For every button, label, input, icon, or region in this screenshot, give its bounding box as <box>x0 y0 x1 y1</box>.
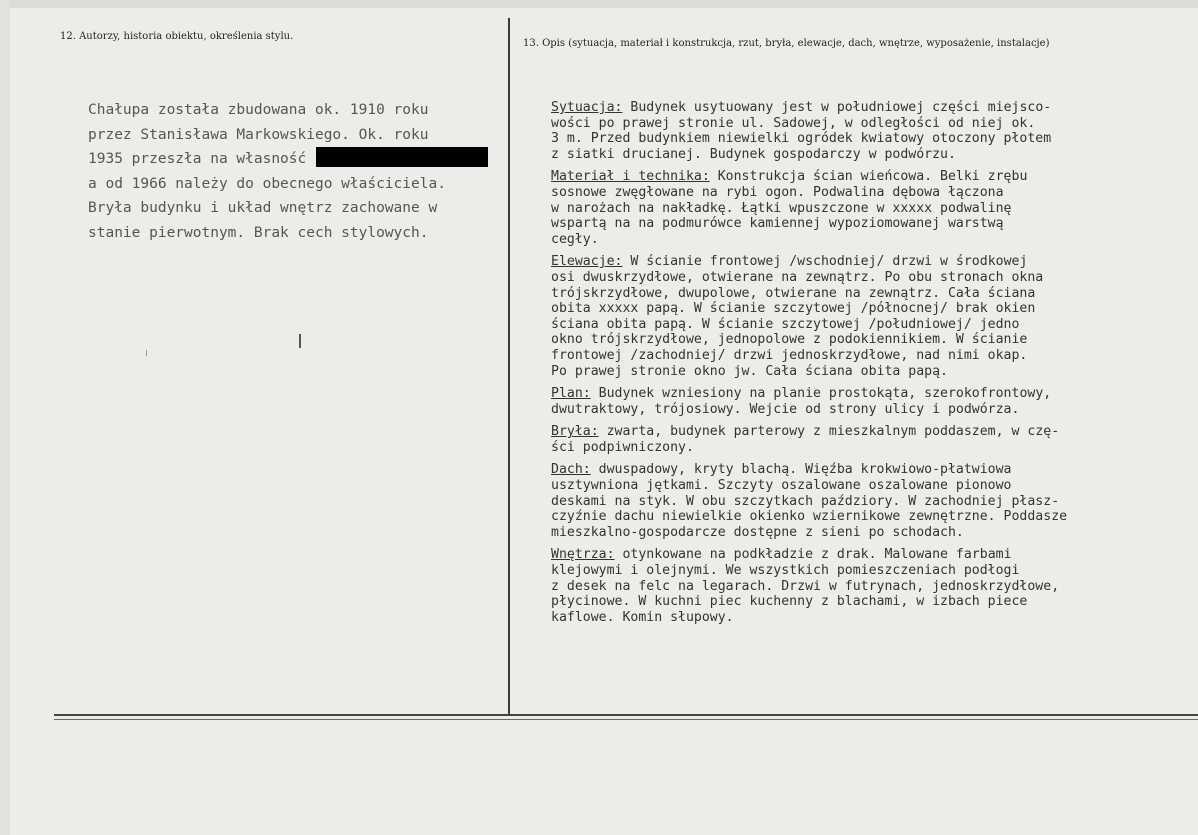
para-line: frontowej /zachodniej/ drzwi jednoskrzydłowe, nad nimi okap. <box>551 347 1028 363</box>
para-line: wości po prawej stronie ul. Sadowej, w odległości od niej ok. <box>551 115 1036 131</box>
para-line: ściana obita papą. W ścianie szczytowej /południowej/ jedno <box>551 316 1020 332</box>
para-label: Elewacje: <box>551 254 623 270</box>
column-divider <box>508 18 510 716</box>
para-line: obita xxxxx papą. W ścianie szczytowej /północnej/ brak okien <box>551 301 1036 317</box>
para-label: Plan: <box>551 386 591 402</box>
para-line: 3 m. Przed budynkiem niewielki ogródek kwiatowy otoczony płotem <box>551 131 1052 147</box>
para-line: trójskrzydłowe, dwupolowe, otwierane na zewnątrz. Cała ściana <box>551 285 1036 301</box>
history-line: przez Stanisława Markowskiego. Ok. roku <box>88 126 429 143</box>
para-line: Po prawej stronie okno jw. Cała ściana obita papą. <box>551 363 948 379</box>
para-dach <box>551 462 1191 540</box>
para-label: Dach: <box>551 462 591 478</box>
para-line: otynkowane na podkładzie z drak. Malowane farbami <box>614 547 1012 563</box>
history-line: Chałupa została zbudowana ok. 1910 roku <box>88 102 429 118</box>
para-line: w narożach na nakładkę. Łątki wpuszczone w xxxxx podwalinę <box>551 200 1012 216</box>
para-line: Budynek wzniesiony na planie prostokąta, szerokofrontowy, <box>590 386 1052 402</box>
para-line: płycinowe. W kuchni piec kuchenny z blachami, w izbach piece <box>551 594 1028 610</box>
para-line: zwarta, budynek parterowy z mieszkalnym poddaszem, w czę- <box>598 424 1060 440</box>
redaction-bar <box>316 147 488 167</box>
para-sytuacja <box>551 100 1191 162</box>
para-line: usztywniona jętkami. Szczyty oszalowane oszalowane pionowo <box>551 478 1012 494</box>
para-line: okno trójskrzydłowe, jednopolowe z podokiennikiem. W ścianie <box>551 332 1028 348</box>
para-label: Wnętrza: <box>551 547 615 563</box>
para-line: kaflowe. Komin słupowy. <box>551 609 734 625</box>
history-text <box>88 98 498 245</box>
para-label: Bryła: <box>551 424 599 440</box>
para-elewacje <box>551 254 1191 379</box>
para-bryla <box>551 424 1191 455</box>
scan-edge-left <box>0 0 10 835</box>
section-13-header: 13. Opis (sytuacja, materiał i konstrukcja, rzut, bryła, elewacje, dach, wnętrze, wyposażenie, instalacje) <box>523 38 1050 49</box>
para-line: cegły. <box>551 231 599 247</box>
history-line: a od 1966 należy do obecnego właściciela. <box>88 175 446 192</box>
para-plan <box>551 386 1191 417</box>
para-line: mieszkalno-gospodarcze dostępne z sieni po schodach. <box>551 524 964 540</box>
bottom-rule <box>54 714 1198 716</box>
para-line: dwutraktowy, trójosiowy. Wejcie od strony ulicy i podwórza. <box>551 401 1020 417</box>
history-line-with-redaction <box>88 147 498 172</box>
para-line: dwuspadowy, kryty blachą. Więźba krokwiowo-płatwiowa <box>590 462 1012 478</box>
para-line: ści podpiwniczony. <box>551 439 694 455</box>
para-line: Konstrukcja ścian wieńcowa. Belki zrębu <box>709 169 1028 185</box>
para-line: z desek na felc na legarach. Drzwi w futrynach, jednoskrzydłowe, <box>551 578 1060 594</box>
history-line: stanie pierwotnym. Brak cech stylowych. <box>88 224 429 241</box>
scan-edge-top <box>0 0 1198 8</box>
para-line: osi dwuskrzydłowe, otwierane na zewnątrz. Po obu stronach okna <box>551 269 1044 285</box>
para-material <box>551 169 1191 247</box>
bottom-rule-thin <box>54 719 1198 720</box>
para-line: sosnowe zwęgłowane na rybi ogon. Podwalina dębowa łączona <box>551 184 1004 200</box>
para-wnetrza <box>551 547 1191 625</box>
history-line: Bryła budynku i układ wnętrz zachowane w <box>88 200 438 216</box>
para-line: deskami na styk. W obu szczytkach paździory. W zachodniej płasz- <box>551 493 1060 509</box>
para-line: z siatki drucianej. Budynek gospodarczy w podwórzu. <box>551 146 956 162</box>
pen-mark <box>299 334 301 348</box>
para-line: W ścianie frontowej /wschodniej/ drzwi w środkowej <box>622 254 1028 270</box>
para-line: Budynek usytuowany jest w południowej części miejsco- <box>622 100 1052 115</box>
para-line: czyźnie dachu niewielkie okienko wziernikowe zewnętrzne. Poddasze <box>551 509 1068 525</box>
para-line: wspartą na na podmurówce kamiennej wypoziomowanej warstwą <box>551 216 1004 232</box>
pen-mark-small <box>146 350 147 356</box>
description-text <box>551 100 1191 632</box>
para-label: Materiał i technika: <box>551 169 710 185</box>
para-label: Sytuacja: <box>551 100 623 115</box>
section-12-header: 12. Autorzy, historia obiektu, określenia stylu. <box>60 31 294 42</box>
para-line: klejowymi i olejnymi. We wszystkich pomieszczeniach podłogi <box>551 563 1020 579</box>
history-line-text: 1935 przeszła na własność <box>88 151 307 167</box>
